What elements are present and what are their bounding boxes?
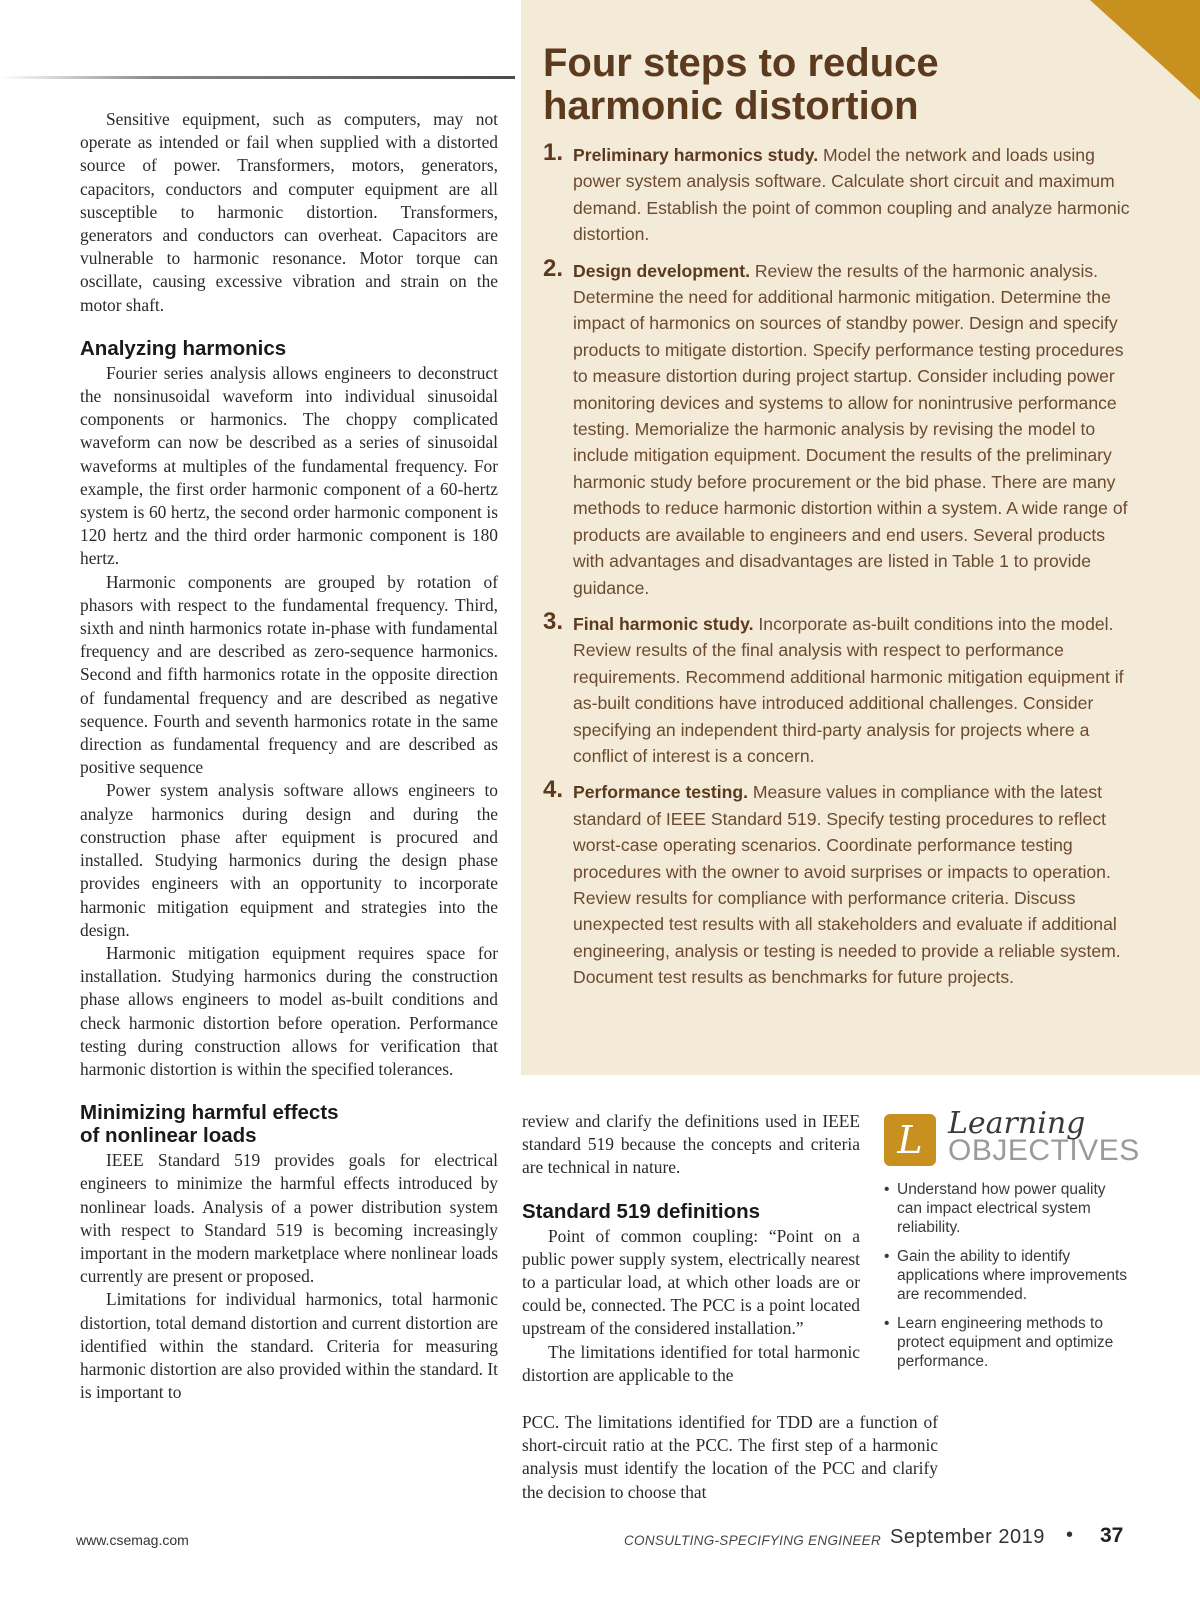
bullet-icon: •: [884, 1315, 890, 1332]
body-paragraph: IEEE Standard 519 provides goals for electrical engineers to minimize the harmful effects introduced by nonlinear loads. Analysis of a power distribution system with respect to Standard 519 is becoming increasingly important in the modern marketplace where nonlinear loads currently are present or proposed.: [80, 1150, 498, 1287]
learning-title: Learning: [948, 1106, 1086, 1141]
body-paragraph: Point of common coupling: “Point on a public power supply system, electrically nearest to a particular load, at which other loads are or could be, connected. The PCC is a point located upstream of the considered installation.”: [522, 1225, 860, 1339]
step-label: Design development.: [573, 260, 750, 281]
step-label: Final harmonic study.: [573, 613, 754, 634]
body-paragraph: review and clarify the definitions used in IEEE standard 519 because the concepts and criteria are technical in nature.: [522, 1111, 860, 1178]
step-number: 3.: [543, 607, 564, 635]
step-text: Model the network and loads using power system analysis software. Calculate short circuit and maximum demand. Establish the point of common coupling and analyze harmonic distortion.: [573, 145, 1130, 245]
step-number: 4.: [543, 776, 564, 804]
body-paragraph: Harmonic components are grouped by rotation of phasors with respect to the fundamental frequency. Third, sixth and ninth harmonics rotate in-phase with fundamental frequency and are described as zero-sequence harmonics. Second and fifth harmonics rotate in the opposite direction of fundamental frequency and are described as negative sequence. Fourth and seventh harmonics rotate in the same direction as fundamental frequency and are described as positive sequence: [80, 571, 498, 778]
step-text: Incorporate as-built conditions into the model. Review results of the final analysis with respect to performance requirements. Recommend additional harmonic mitigation equipment if as-built conditions have introduced additional challenges. Consider specifying an independent third-party analysis for projects where a conflict of interest is a concern.: [573, 613, 1124, 766]
middle-column: [522, 1110, 860, 1387]
learning-objectives-box: [884, 1106, 1140, 1381]
bullet-icon: •: [884, 1248, 890, 1265]
body-paragraph: PCC. The limitations identified for TDD are a function of short-circuit ratio at the PCC. The first step of a harmonic analysis must identify the location of the PCC and clarify the decision to choose that: [522, 1412, 938, 1502]
sidebar-title: Four steps to reduce harmonic distortion: [543, 41, 939, 128]
steps-list: [543, 139, 1141, 1001]
body-paragraph: Fourier series analysis allows engineers to deconstruct the nonsinusoidal waveform into individual sinusoidal components or harmonics. The choppy complicated waveform can now be described as a series of sinusoidal waveforms at multiples of the fundamental frequency. For example, the first order harmonic component of a 60-hertz system is 60 hertz, the second order harmonic component is 120 hertz and the third order harmonic component is 180 hertz.: [80, 362, 498, 569]
heading-analyzing-harmonics: Analyzing harmonics: [80, 336, 287, 360]
corner-fold-decoration: [1090, 0, 1200, 100]
left-column: [80, 108, 498, 1404]
middle-column-continued: [522, 1411, 938, 1504]
objective-text: Learn engineering methods to protect equipment and optimize performance.: [897, 1315, 1114, 1370]
intro-paragraph: Sensitive equipment, such as computers, may not operate as intended or fail when supplied with a distorted source of power. Transformers, motors, generators, capacitors, conductors and computer equipment are all susceptible to harmonic distortion. Transformers, generators and conductors can overheat. Capacitors are vulnerable to harmonic resonance. Motor torque can oscillate, causing excessive vibration and strain on the motor shaft.: [80, 109, 498, 315]
objective-item: [884, 1247, 1134, 1304]
step-item: [543, 139, 1141, 248]
heading-minimizing-effects: [80, 1101, 498, 1147]
bullet-icon: •: [884, 1181, 890, 1198]
footer-publication: CONSULTING-SPECIFYING ENGINEER: [624, 1533, 882, 1548]
objective-text: Gain the ability to identify applications where improvements are recommended.: [897, 1248, 1128, 1303]
step-text: Measure values in compliance with the latest standard of IEEE Standard 519. Specify testing procedures to reflect worst-case operating scenarios. Coordinate performance testing procedures with the owner to avoid surprises or impacts to operation. Review results for compliance with performance criteria. Discuss unexpected test results with all stakeholders and evaluate if additional engineering, analysis or testing is needed to provide a reliable system. Document test results as benchmarks for future projects.: [573, 782, 1121, 988]
body-paragraph: Harmonic mitigation equipment requires space for installation. Studying harmonics during the construction phase allows engineers to model as-built conditions and check harmonic distortion before operation. Performance testing during construction allows for verification that harmonic distortion is within the specified tolerances.: [80, 942, 498, 1079]
body-paragraph: The limitations identified for total harmonic distortion are applicable to the: [522, 1341, 860, 1385]
objective-text: Understand how power quality can impact electrical system reliability.: [897, 1181, 1106, 1236]
page-number: 37: [1100, 1524, 1124, 1547]
objectives-list: [884, 1180, 1134, 1371]
step-label: Performance testing.: [573, 782, 749, 803]
learning-badge-icon: L: [884, 1114, 936, 1166]
step-number: 2.: [543, 254, 564, 282]
objective-item: [884, 1314, 1134, 1371]
body-paragraph: Limitations for individual harmonics, total harmonic distortion, total demand distortion and current distortion are identified within the standard. Criteria for measuring harmonic distortion are also provided within the standard. It is important to: [80, 1289, 498, 1403]
step-text: Review the results of the harmonic analysis. Determine the need for additional harmonic mitigation. Determine the impact of harmonics on sources of standby power. Design and specify products to mitigate distortion. Specify performance testing procedures to measure distortion during project startup. Consider including power monitoring devices and systems to allow for nonintrusive performance testing. Memorialize the harmonic analysis by revising the model to include mitigation equipment. Document the results of the preliminary harmonic study before procurement or the bid phase. There are many methods to reduce harmonic distortion within a system. A wide range of products are available to engineers and end users. Several products with advantages and disadvantages are listed in Table 1 to provide guidance.: [573, 260, 1128, 598]
top-rule: [0, 76, 515, 79]
footer-separator: •: [1066, 1524, 1074, 1546]
step-item: [543, 254, 1141, 601]
step-number: 1.: [543, 139, 564, 166]
heading-line: of nonlinear loads: [80, 1124, 257, 1148]
objective-item: [884, 1180, 1134, 1237]
body-paragraph: Power system analysis software allows engineers to analyze harmonics during design and during the construction phase after equipment is procured and installed. Studying harmonics during the design phase provides engineers with an opportunity to incorporate harmonic mitigation equipment and strategies into the design.: [80, 780, 498, 940]
footer-date: September 2019: [890, 1526, 1045, 1548]
step-item: [543, 607, 1141, 769]
heading-standard-519: Standard 519 definitions: [522, 1199, 761, 1223]
learning-objectives-header: [884, 1106, 1140, 1167]
step-label: Preliminary harmonics study.: [573, 145, 819, 165]
corner-triangle: [1090, 0, 1200, 100]
footer-url: www.csemag.com: [76, 1532, 189, 1548]
heading-line: Minimizing harmful effects: [80, 1101, 339, 1125]
objectives-title: OBJECTIVES: [948, 1134, 1140, 1167]
step-item: [543, 776, 1141, 990]
